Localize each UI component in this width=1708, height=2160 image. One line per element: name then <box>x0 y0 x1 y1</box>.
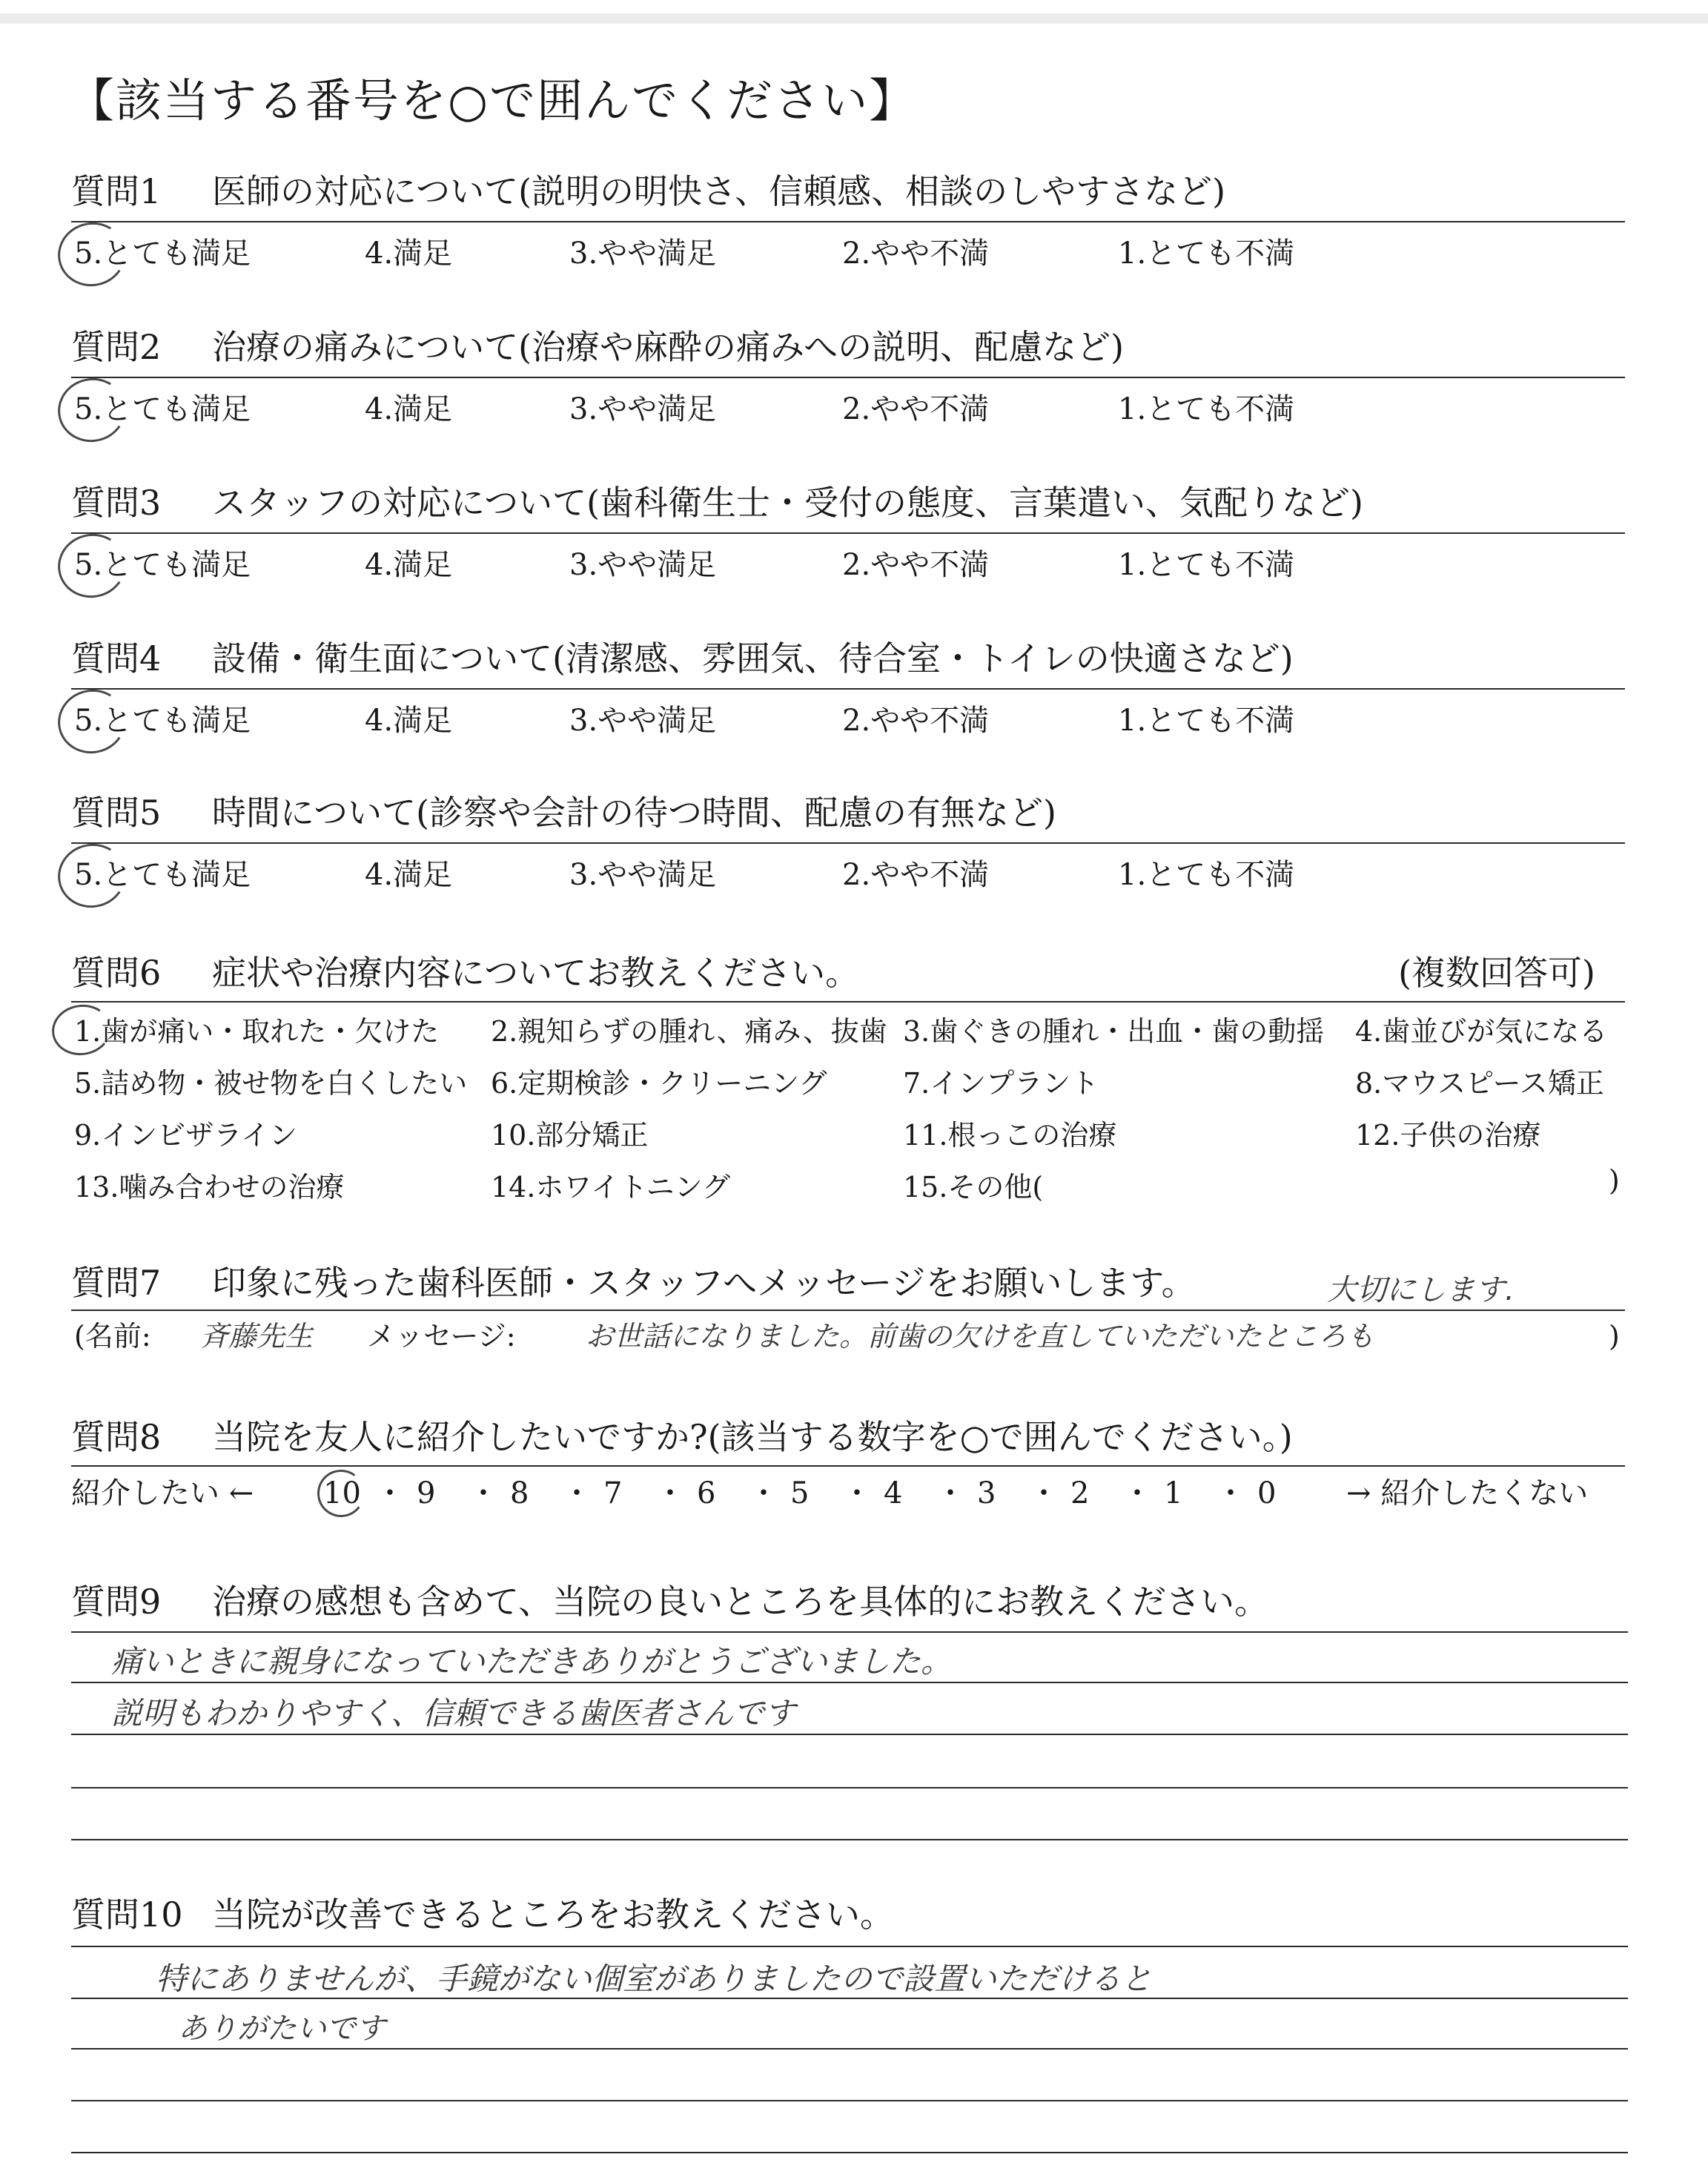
question-7-title <box>71 1261 1196 1305</box>
q9-answer-line-1: 痛いときに親身になっていただきありがとうございました。 <box>111 1643 953 1680</box>
scale-value-4[interactable]: 4 <box>884 1476 903 1510</box>
question-2-title <box>71 325 1124 369</box>
rating-option-2[interactable]: 2.やや不満 <box>842 704 990 738</box>
treatment-option[interactable]: 2.親知らずの腫れ、痛み、抜歯 <box>491 1015 887 1048</box>
question-7-rule <box>71 1309 1625 1311</box>
scale-separator: ・ <box>1216 1476 1245 1510</box>
q9-rule-3 <box>71 1787 1628 1789</box>
question-8-title <box>71 1415 1293 1459</box>
question-8-rule <box>71 1465 1625 1467</box>
q10-rule-4 <box>71 2152 1628 2153</box>
multiple-answers-note: (複数回答可) <box>1398 953 1595 993</box>
question-6-title <box>71 951 859 995</box>
treatment-option[interactable]: 10.部分矯正 <box>491 1119 649 1152</box>
question-4-number: 質問4 <box>71 638 162 678</box>
question-5-title <box>71 790 1056 835</box>
rating-option-4[interactable]: 4.満足 <box>365 704 453 738</box>
question-7-handwritten-note: 大切にします. <box>1327 1273 1515 1307</box>
scale-value-7[interactable]: 7 <box>603 1476 623 1510</box>
scale-separator: ・ <box>936 1476 965 1510</box>
scale-value-10[interactable]: 10 <box>323 1476 361 1510</box>
rating-option-5[interactable]: 5.とても満足 <box>74 237 251 271</box>
question-2-rule <box>71 377 1625 378</box>
message-label: メッセージ: <box>367 1320 516 1353</box>
question-4-title <box>71 636 1294 681</box>
question-3-title <box>71 480 1363 525</box>
rating-option-4[interactable]: 4.満足 <box>365 548 453 582</box>
treatment-option[interactable]: 12.子供の治療 <box>1355 1119 1541 1152</box>
scan-top-edge <box>0 13 1708 24</box>
treatment-option[interactable]: 15.その他( <box>903 1171 1044 1203</box>
rating-option-2[interactable]: 2.やや不満 <box>842 858 990 892</box>
q9-rule-0 <box>71 1631 1628 1633</box>
scale-right-label: → 紹介したくない <box>1346 1476 1589 1510</box>
rating-option-4[interactable]: 4.満足 <box>365 392 453 426</box>
question-5-options <box>74 853 1631 897</box>
rating-option-3[interactable]: 3.やや満足 <box>569 548 717 582</box>
rating-option-1[interactable]: 1.とても不満 <box>1118 704 1295 738</box>
selected-answer-circle <box>52 216 132 292</box>
rating-option-4[interactable]: 4.満足 <box>365 237 453 271</box>
q10-rule-0 <box>71 1946 1628 1947</box>
scale-value-3[interactable]: 3 <box>977 1476 996 1510</box>
question-5-text: 時間について(診察や会計の待つ時間、配慮の有無など) <box>212 793 1056 833</box>
rating-option-1[interactable]: 1.とても不満 <box>1118 237 1295 271</box>
question-5-rule <box>71 842 1625 844</box>
question-7-message-row <box>74 1314 1628 1358</box>
rating-option-2[interactable]: 2.やや不満 <box>842 548 990 582</box>
question-2-text: 治療の痛みについて(治療や麻酔の痛みへの説明、配慮など) <box>212 327 1125 367</box>
question-4-options <box>74 698 1631 743</box>
page-heading: 【該当する番号を○で囲んでください】 <box>68 73 917 128</box>
question-10-title <box>71 1892 894 1937</box>
question-6-number: 質問6 <box>71 953 162 993</box>
question-4-text: 設備・衛生面について(清潔感、雰囲気、待合室・トイレの快適さなど) <box>212 638 1294 678</box>
question-1-title <box>71 169 1225 214</box>
message-close-paren: ) <box>1609 1320 1620 1353</box>
rating-option-3[interactable]: 3.やや満足 <box>569 858 717 892</box>
scale-separator: ・ <box>375 1476 405 1510</box>
question-1-rule <box>71 221 1625 222</box>
rating-option-1[interactable]: 1.とても不満 <box>1118 548 1295 582</box>
q10-rule-3 <box>71 2100 1628 2101</box>
question-10-text: 当院が改善できるところをお教えください。 <box>212 1895 894 1935</box>
scale-value-1[interactable]: 1 <box>1164 1476 1183 1510</box>
question-6-rule <box>71 1001 1625 1003</box>
treatment-option[interactable]: 4.歯並びが気になる <box>1355 1015 1608 1048</box>
rating-option-5[interactable]: 5.とても満足 <box>74 548 251 582</box>
scale-separator: ・ <box>469 1476 498 1510</box>
q9-rule-4 <box>71 1839 1628 1840</box>
question-1-text: 医師の対応について(説明の明快さ、信頼感、相談のしやすさなど) <box>212 171 1226 211</box>
selected-answer-circle <box>52 683 132 759</box>
scale-value-9[interactable]: 9 <box>417 1476 436 1510</box>
q9-rule-2 <box>71 1734 1628 1735</box>
question-1-number: 質問1 <box>71 171 162 211</box>
scale-left-label: 紹介したい ← <box>71 1476 254 1510</box>
question-4-rule <box>71 688 1625 690</box>
recommend-scale <box>71 1471 1628 1516</box>
question-9-title <box>71 1579 1268 1624</box>
scale-separator: ・ <box>749 1476 778 1510</box>
scale-separator: ・ <box>562 1476 592 1510</box>
question-8-text: 当院を友人に紹介したいですか?(該当する数字を○で囲んでください。) <box>212 1417 1293 1457</box>
treatment-option[interactable]: ) <box>1609 1164 1620 1197</box>
question-3-rule <box>71 532 1625 534</box>
question-9-number: 質問9 <box>71 1582 162 1622</box>
treatment-option[interactable]: 1.歯が痛い・取れた・欠けた <box>74 1015 440 1048</box>
selected-answer-circle <box>52 527 132 604</box>
scale-value-2[interactable]: 2 <box>1070 1476 1090 1510</box>
question-6-text: 症状や治療内容についてお教えください。 <box>212 953 860 993</box>
question-7-text: 印象に残った歯科医師・スタッフへメッセージをお願いします。 <box>212 1263 1196 1303</box>
rating-option-2[interactable]: 2.やや不満 <box>842 237 990 271</box>
question-1-options <box>74 231 1631 276</box>
rating-option-1[interactable]: 1.とても不満 <box>1118 858 1295 892</box>
treatment-option[interactable]: 9.インビザライン <box>74 1119 298 1152</box>
q10-answer-line-1: 特にありませんが、手鏡がない個室がありましたので設置いただけると <box>156 1961 1153 1997</box>
q9-answer-line-2: 説明もわかりやすく、信頼できる歯医者さんです <box>111 1695 796 1731</box>
rating-option-1[interactable]: 1.とても不満 <box>1118 392 1295 426</box>
question-10-number: 質問10 <box>71 1895 183 1935</box>
scale-separator: ・ <box>842 1476 872 1510</box>
rating-option-2[interactable]: 2.やや不満 <box>842 392 990 426</box>
treatment-option[interactable]: 7.インプラント <box>903 1067 1099 1100</box>
q10-rule-2 <box>71 2048 1628 2050</box>
selected-answer-circle <box>52 837 132 914</box>
scale-value-0[interactable]: 0 <box>1257 1476 1277 1510</box>
question-8-number: 質問8 <box>71 1417 162 1457</box>
question-2-options <box>74 387 1631 432</box>
treatment-option[interactable]: 5.詰め物・被せ物を白くしたい <box>74 1067 468 1100</box>
rating-option-5[interactable]: 5.とても満足 <box>74 858 251 892</box>
q10-answer-line-2: ありがたいです <box>178 2012 385 2046</box>
treatment-option[interactable]: 6.定期検診・クリーニング <box>491 1067 827 1100</box>
scale-value-5[interactable]: 5 <box>790 1476 810 1510</box>
scale-value-6[interactable]: 6 <box>697 1476 716 1510</box>
rating-option-3[interactable]: 3.やや満足 <box>569 237 717 271</box>
scale-separator: ・ <box>1122 1476 1152 1510</box>
scale-value-8[interactable]: 8 <box>510 1476 529 1510</box>
question-5-number: 質問5 <box>71 793 162 833</box>
question-3-options <box>74 543 1631 587</box>
treatment-option[interactable]: 3.歯ぐきの腫れ・出血・歯の動揺 <box>903 1015 1325 1048</box>
scale-separator: ・ <box>1029 1476 1059 1510</box>
treatment-option[interactable]: 8.マウスピース矯正 <box>1355 1067 1604 1100</box>
question-3-number: 質問3 <box>71 483 162 523</box>
selected-answer-circle <box>52 371 132 448</box>
message-value: お世話になりました。前歯の欠けを直していただいたところも <box>586 1320 1375 1353</box>
rating-option-5[interactable]: 5.とても満足 <box>74 392 251 426</box>
rating-option-3[interactable]: 3.やや満足 <box>569 704 717 738</box>
treatment-option[interactable]: 13.噛み合わせの治療 <box>74 1171 345 1203</box>
question-7-number: 質問7 <box>71 1263 162 1303</box>
name-value: 斉藤先生 <box>200 1320 314 1353</box>
question-9-text: 治療の感想も含めて、当院の良いところを具体的にお教えください。 <box>212 1582 1269 1622</box>
treatment-option[interactable]: 11.根っこの治療 <box>903 1119 1117 1152</box>
rating-option-5[interactable]: 5.とても満足 <box>74 704 251 738</box>
rating-option-3[interactable]: 3.やや満足 <box>569 392 717 426</box>
name-label: (名前: <box>74 1320 151 1353</box>
q9-rule-1 <box>71 1682 1628 1683</box>
treatment-option[interactable]: 14.ホワイトニング <box>491 1171 731 1203</box>
question-2-number: 質問2 <box>71 327 162 367</box>
rating-option-4[interactable]: 4.満足 <box>365 858 453 892</box>
scale-separator: ・ <box>655 1476 685 1510</box>
question-3-text: スタッフの対応について(歯科衛生士・受付の態度、言葉遣い、気配りなど) <box>212 483 1363 523</box>
